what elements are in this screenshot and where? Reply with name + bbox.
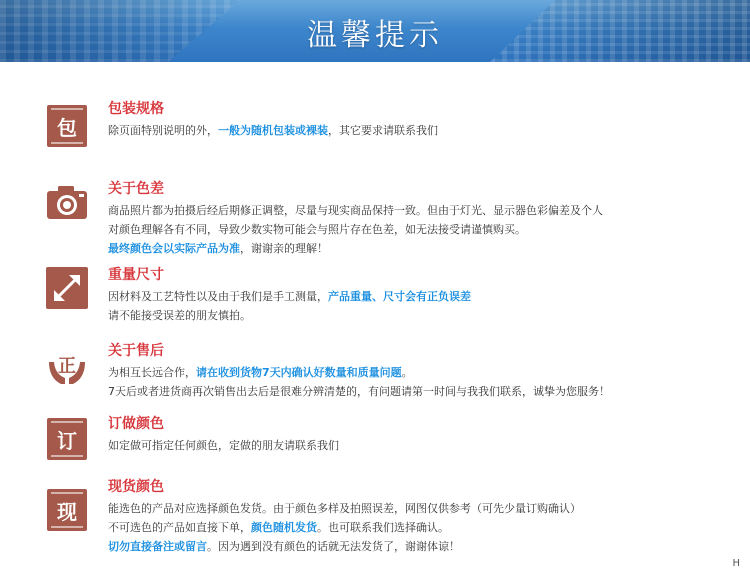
icon-glyph: 正 [58,356,76,377]
section-heading: 重量尺寸 [108,267,164,283]
section-heading: 包装规格 [108,101,164,117]
section-line: 能选色的产品对应选择颜色发货。由于颜色多样及拍照误差，网图仅供参考（可先少量订购确认） [108,502,581,515]
section-line: 如定做可指定任何颜色，定做的朋友请联系我们 [108,439,339,452]
book-bao-icon [45,104,89,148]
section-line: 为相互长远合作，请在收到货物7天内确认好数量和质量问题。 [108,366,413,379]
page-title: 温馨提示 [307,18,443,53]
book-ding-icon [45,417,89,461]
icon-glyph: 订 [57,428,77,453]
section-heading: 订做颜色 [108,416,164,432]
section-line: 因材料及工艺特性以及由于我们是手工测量，产品重量、尺寸会有正负误差 [108,290,471,303]
section-line: 7天后或者进货商再次销售出去后是很难分辨清楚的，有问题请第一时间与我我们联系，诚挚为您服务！ [108,385,610,398]
section-heading: 现货颜色 [108,479,164,495]
section-line: 切勿直接备注或留言。因为遇到没有颜色的话就无法发货了，谢谢体谅！ [108,540,460,553]
section-line: 请不能接受误差的朋友慎拍。 [108,309,251,322]
header-banner [0,0,750,62]
book-xian-icon [45,488,89,532]
corner-mark: H [732,558,740,569]
section-line: 除页面特别说明的外，一般为随机包装或裸装，其它要求请联系我们 [108,124,438,137]
camera-icon [45,180,89,224]
section-line: 对颜色理解各有不同，导致少数实物可能会与照片存在色差，如无法接受请谨慎购买。 [108,223,526,236]
section-heading: 关于色差 [108,181,164,197]
resize-arrow-icon [45,266,89,310]
section-line: 不可选色的产品如直接下单，颜色随机发货。也可联系我们选择确认。 [108,521,449,534]
section-heading: 关于售后 [108,343,164,359]
hands-zheng-icon [45,344,89,388]
section-line: 最终颜色会以实际产品为准，谢谢亲的理解！ [108,242,328,255]
section-line: 商品照片都为拍摄后经后期修正调整，尽量与现实商品保持一致。但由于灯光、显示器色彩偏差及个人 [108,204,603,217]
icon-glyph: 现 [57,499,77,524]
icon-glyph: 包 [57,115,77,140]
